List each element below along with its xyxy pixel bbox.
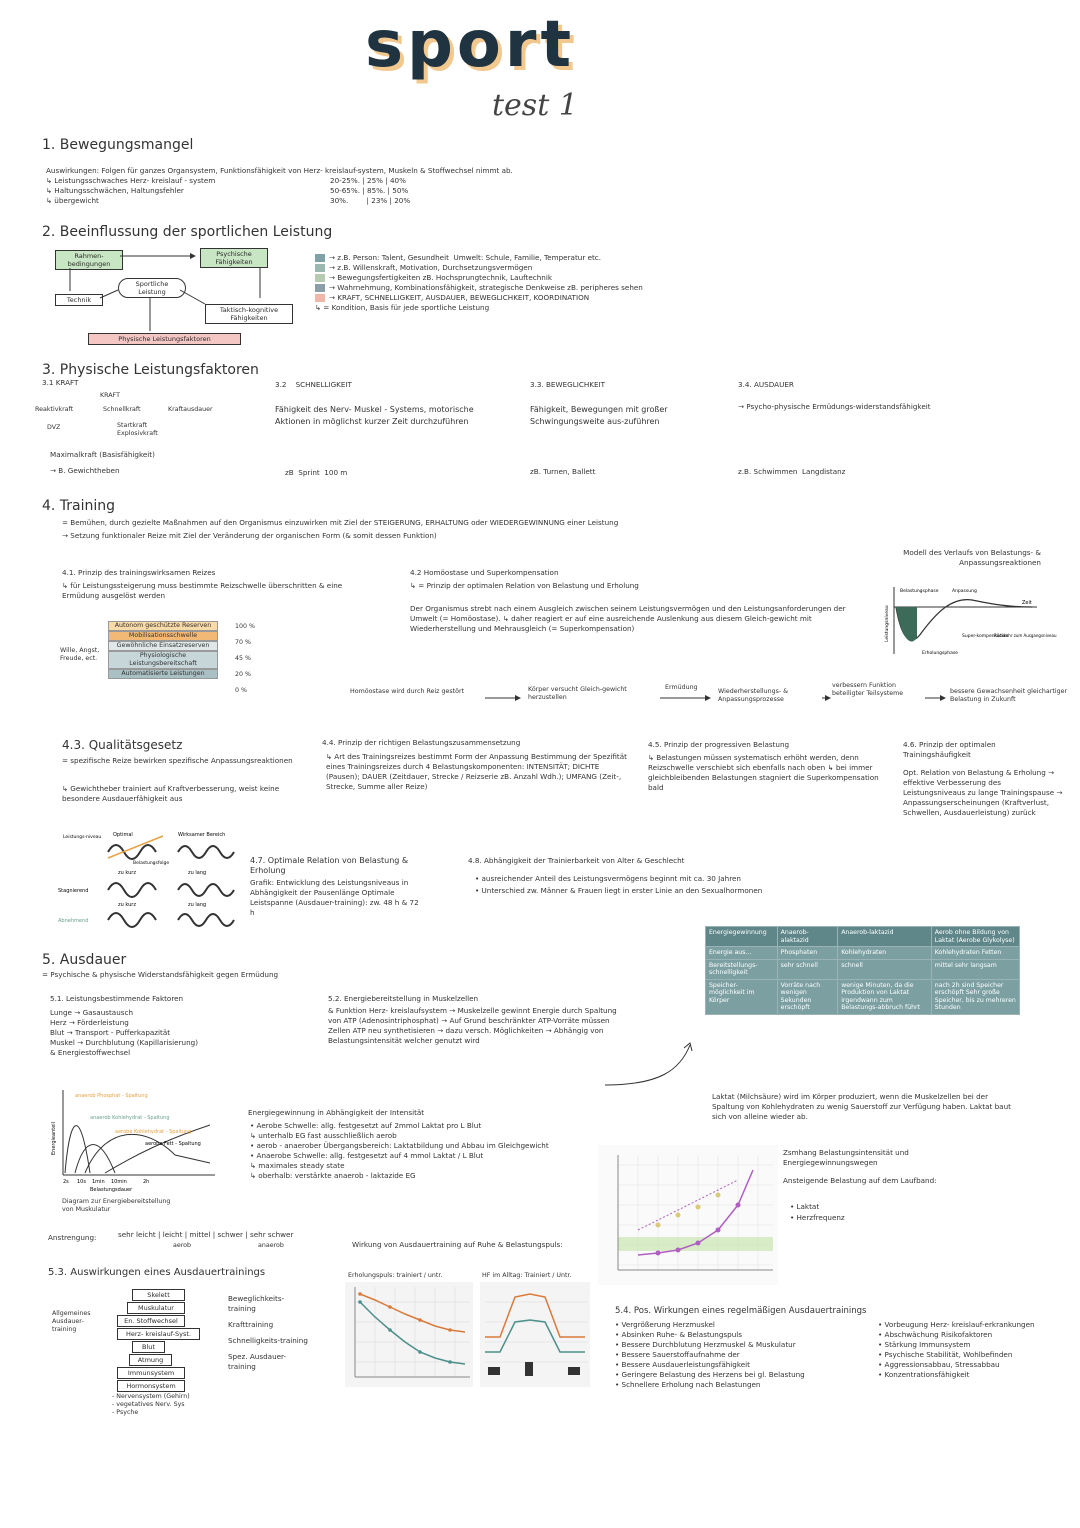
schnell-title: 3.2 SCHNELLIGKEIT [275,380,352,389]
q-label: Leistungs-niveau [63,835,102,840]
p51-item: Blut → Transport - Pufferkapazität [50,1028,171,1037]
p42-title: 4.2 Homöostase und Superkompensation [410,568,559,577]
p53-items [112,1288,200,1417]
s2-note: ↳ = Kondition, Basis für jede sportliche Leistung [315,303,490,312]
s2-legend-item: → Bewegungsfertigkeiten zB. Hochsprungtechnik, Lauftechnik [315,273,643,283]
p51-item: Muskel → Durchblutung (Kapillarisierung) [50,1038,199,1047]
pct: 45 % [235,655,251,662]
bar-layer: Physiologische Leistungsbereitschaft [108,651,218,669]
zsh-item: • Laktat [790,1202,820,1211]
beweg-example: zB. Turnen, Ballett [530,467,596,476]
modell-label: Belastungsphase [900,589,939,594]
p53-right-item: Spez. Ausdauer-training [228,1352,287,1371]
modell-label: Erholungsphase [922,651,958,656]
p53-item: - Psyche [112,1409,139,1416]
page-title: sport [365,8,576,82]
p42-text: Der Organismus strebt nach einem Ausgleich zwischen seinem Leistungsvermögen und den Leistungsanforderungen der Umwelt (= Homöostase). ↳ daher reagiert er auf eine ausreichende Auslenkung aus diesem Gleich-gewicht mit Wiederherstellung und Mehrausgleich (= Superkompensation) [410,604,846,633]
p54-col1 [615,1320,805,1390]
table-cell: Kohlehydraten [838,947,932,960]
modell-axis-label: Leistungsniveau [885,605,890,642]
p54-item: • Vergrößerung Herzmuskel [615,1320,715,1329]
wirkung-sub: Erholungspuls: trainiert / untr. [348,1272,443,1279]
pct: 0 % [235,687,247,694]
hf-alltag-chart [480,1282,590,1387]
energy-tick: 2h [143,1179,150,1185]
bar-layer: Gewöhnliche Einsatzreserven [108,641,218,651]
s2-legend-item: → KRAFT, SCHNELLIGKEIT, AUSDAUER, BEWEGLICHKEIT, KOORDINATION [315,293,643,303]
p54-col2 [878,1320,1073,1380]
energy-tick: 1min [92,1179,105,1185]
eg-line: ↳ maximales steady state [250,1161,345,1170]
q-label: zu kurz [118,902,136,908]
table-header: Anaerob-laktazid [838,927,932,947]
s2-legend-item: → z.B. Willenskraft, Motivation, Durchsetzungsvermögen [315,263,643,273]
anstr-sub: anaerob [258,1242,284,1249]
eg-title: Energiegewinnung in Abhängigkeit der Intensität [248,1108,425,1117]
qualitaet-chart [58,830,258,935]
modell-chart [882,582,1057,662]
p46-text: Opt. Relation von Belastung & Erholung → effektive Verbesserung des Leistungsniveaus zu lange Trainingspause → Anpassungserscheinungen (Kraftverlust, Schwellen, Ausdauerleistung) zurück [903,768,1063,817]
p53-item: Muskulatur [127,1302,185,1314]
legend-swatch [315,264,325,272]
p53-title: 5.3. Auswirkungen eines Ausdauertrainings [48,1267,266,1278]
p51-item: & Energiestoffwechsel [50,1048,131,1057]
flow-step: Ermüdung [665,684,698,691]
box-rahmenbedingungen: Rahmen-bedingungen [55,250,123,270]
box-sportliche-leistung: Sportliche Leistung [118,278,186,298]
section-1-stats [330,176,410,206]
table-cell: wenige Minuten, da die Produktion von Laktat irgendwann zum Belastungs-abbruch führt [838,979,932,1014]
eg-line: • aerob - anaerober Übergangsbereich: Laktatbildung und Abbau im Gleichgewicht [250,1141,549,1150]
zsh-item: • Herzfrequenz [790,1213,845,1222]
energy-series-label: anaerob Phosphat - Spaltung [75,1093,148,1099]
anstr-scale: sehr leicht | leicht | mittel | schwer | sehr schwer [118,1230,294,1239]
bars-percent [235,623,255,703]
beweg-title: 3.3. BEWEGLICHKEIT [530,380,606,389]
p44-title: 4.4. Prinzip der richtigen Belastungszusammensetzung [322,738,521,747]
box-technik: Technik [55,294,103,306]
s1-line: ↳ Leistungsschwaches Herz- kreislauf - system [46,176,216,185]
q-label: zu lang [188,870,207,876]
eg-line: • Anaerobe Schwelle: allg. festgesetzt auf 4 mmol Laktat / L Blut [250,1151,484,1160]
kraft-branch: Kraftausdauer [168,406,213,413]
section-3-heading: 3. Physische Leistungsfaktoren [42,362,259,378]
s5-def: = Psychische & physische Widerstandsfähigkeit gegen Ermüdung [42,970,279,979]
s2-legend-item: → z.B. Person: Talent, Gesundheit Umwelt: Schule, Familie, Temperatur etc. [315,253,643,263]
legend-swatch [315,254,325,262]
p54-item: • Aggressionsabbau, Stressabbau [878,1360,1000,1369]
q-label: Stagnierend [58,888,89,894]
p54-item: • Bessere Durchblutung Herzmuskel & Muskulatur [615,1340,796,1349]
p41-title: 4.1. Prinzip des trainingswirksamen Reizes [62,568,216,577]
p54-item: • Konzentrationsfähigkeit [878,1370,970,1379]
schnell-text: Fähigkeit des Nerv- Muskel - Systems, motorische Aktionen in möglichst kurzer Zeit durchzuführen [275,405,474,426]
energy-caption: Diagram zur Energiebereitstellung von Muskulatur [62,1198,171,1213]
p54-item: • Abschwächung Risikofaktoren [878,1330,993,1339]
wirkung-sub: HF im Alltag: Trainiert / Untr. [482,1272,572,1279]
flow-step: Wiederherstellungs- & Anpassungsprozesse [718,688,789,703]
p54-item: • Geringere Belastung des Herzens bei gl. Belastung [615,1370,805,1379]
p53-right-item: Schnelligkeits-training [228,1336,308,1345]
s2-legend-item: → Wahrnehmung, Kombinationsfähigkeit, strategische Denkweise zB. peripheres sehen [315,283,643,293]
kraft-example: → B. Gewichtheben [50,466,120,475]
energy-ylabel: Energieanteil [51,1121,57,1155]
p53-item: - Nervensystem (Gehirn) [112,1393,190,1400]
p53-item: Skelett [132,1289,185,1301]
s4-def2: → Setzung funktionaler Reize mit Ziel der Veränderung der organischen Form (& somit dessen Funktion) [62,531,437,540]
p45-text: ↳ Belastungen müssen systematisch erhöht werden, denn Reizschwelle verschiebt sich ebenfalls nach oben ↳ bei immer gleichbleibenden Belastungen stagniert die Superkompensation bald [648,753,879,792]
q-label: Optimal [113,832,133,838]
erholungspuls-chart [345,1282,473,1387]
s1-line: ↳ übergewicht [46,196,99,205]
s2-legend [315,253,643,313]
pct: 20 % [235,671,251,678]
table-row [706,959,1020,979]
section-1-heading: 1. Bewegungsmangel [42,137,194,153]
flow-step: Körper versucht Gleich-gewicht herzustellen [528,686,627,701]
kraft-tree-top: KRAFT [100,392,120,399]
energy-series-label: anaerob Kohlehydrat - Spaltung [90,1115,170,1121]
section-4-heading: 4. Training [42,498,116,514]
p54-item: • Bessere Sauerstoffaufnahme der [615,1350,740,1359]
modell-axis-label: Zeit [1022,600,1032,606]
wirkung-title: Wirkung von Ausdauertraining auf Ruhe & Belastungspuls: [352,1240,563,1249]
p53-right [228,1294,308,1372]
s4-def1: = Bemühen, durch gezielte Maßnahmen auf den Organismus einzuwirken mit Ziel der STEIGERUNG, ERHALTUNG oder WIEDERGEWINNUNG einer Leistung [62,518,619,527]
q-label: Belastungsfolge [133,861,170,866]
table-row [706,947,1020,960]
table-row [706,979,1020,1014]
p53-item: Blut [132,1341,165,1353]
energy-series-label: aerobe Kohlehydrat - Spaltung [115,1129,192,1135]
flow-step: bessere Gewachsenheit gleichartiger Belastung in Zukunft [950,688,1068,703]
anstr-sub: aerob [173,1242,192,1249]
kraft-sub: Startkraft [117,422,148,429]
flow-step: verbessern Funktion beteiligter Teilsysteme [832,682,904,697]
zsh-title: Zsmhang Belastungsintensität und Energiegewinnungswegen [783,1148,909,1167]
q-label: Wirksamer Bereich [178,832,226,838]
s2-arrows [50,246,310,346]
p54-title: 5.4. Pos. Wirkungen eines regelmäßigen Ausdauertrainings [615,1306,867,1316]
p53-item: Immunsystem [117,1367,185,1379]
p53-right-item: Krafttraining [228,1320,274,1329]
table-header: Anaerob-alaktazid [777,927,838,947]
p45-title: 4.5. Prinzip der progressiven Belastung [648,740,790,749]
page-subtitle: test 1 [492,88,578,123]
p51-title: 5.1. Leistungsbestimmende Faktoren [50,994,184,1003]
leistung-bars [108,621,218,679]
p54-item: • Stärkung Immunsystem [878,1340,971,1349]
anstr-label: Anstrengung: [48,1233,97,1242]
p51-item: Lunge → Gasaustausch [50,1008,134,1017]
pct: 100 % [235,623,256,630]
energie-table [705,926,1020,1015]
modell-label: Rückkehr zum Ausgangsniveau [994,633,1057,638]
p51-item: Herz → Förderleistung [50,1018,129,1027]
table-cell: Kohlehydraten Fetten [931,947,1019,960]
table-cell: sehr schnell [777,959,838,979]
table-cell: Speicher-möglichkeit im Körper [706,979,778,1014]
table-cell: schnell [838,959,932,979]
p43-text: = spezifische Reize bewirken spezifische Anpassungsreaktionen [62,756,293,765]
table-cell: Bereitstellungs-schnelligkeit [706,959,778,979]
section-1-lines [46,166,513,206]
p48-title: 4.8. Abhängigkeit der Trainierbarkeit von Alter & Geschlecht [468,856,685,865]
p48-item: • ausreichender Anteil des Leistungsvermögens beginnt mit ca. 30 Jahren [475,874,741,883]
flow-arrows [480,690,960,705]
ausd-text: → Psycho-physische Ermüdungs-widerstandsfähigkeit [738,402,931,411]
eg-line: ↳ unterhalb EG fast ausschließlich aerob [250,1131,397,1140]
p51-list [50,1008,198,1058]
pct: 70 % [235,639,251,646]
energy-xlabel: Belastungsdauer [90,1187,133,1193]
kraft-branch: Reaktivkraft [35,406,74,413]
eg-list [250,1121,549,1181]
energy-tick: 10min [111,1179,127,1185]
bar-layer: Automatisierte Leistungen [108,669,218,679]
p42-sub: ↳ = Prinzip der optimalen Relation von Belastung und Erholung [410,581,639,590]
q-label: zu kurz [118,870,136,876]
modell-label: Super-kompensation [962,634,1009,639]
flow-step: Homöostase wird durch Reiz gestört [350,688,465,695]
table-header: Aerob ohne Bildung von Laktat (Aerobe Glykolyse) [931,927,1019,947]
bars-side-label: Wille, Angst, Freude, ect. [60,647,100,662]
energy-series-label: aerobe Fett - Spaltung [145,1141,201,1147]
bar-layer: Autonom geschützte Reserven [108,621,218,631]
p53-item: Hormonsystem [117,1380,185,1392]
s1-line: Auswirkungen: Folgen für ganzes Organsystem, Funktionsfähigkeit von Herz- kreislauf-system, Muskeln & Stoffwechsel nimmt ab. [46,166,513,175]
laktat-chart [598,1145,778,1285]
energy-tick: 2s [63,1179,69,1185]
p53-item: Atmung [129,1354,172,1366]
p53-item: En. Stoffwechsel [117,1315,185,1327]
bar-layer: Mobilisationsschwelle [108,631,218,641]
legend-swatch [315,294,325,302]
zsh-text: Ansteigende Belastung auf dem Laufband: [783,1176,937,1185]
table-cell: Vorräte nach wenigen Sekunden erschöpft [777,979,838,1014]
eg-line: ↳ oberhalb: verstärkte anaerob - laktazide EG [250,1171,416,1180]
p41-text: ↳ für Leistungssteigerung muss bestimmte Reizschwelle überschritten & eine Ermüdung ausgelöst werden [62,581,343,600]
p44-text: ↳ Art des Trainingsreizes bestimmt Form der Anpassung Bestimmung der Spezifität eines Trainingsreizes durch 4 Belastungskomponenten: INTENSITÄT; DICHTE (Pausen); DAUER (Zeitdauer, Strecke / Reizserie zB. Anzahl Wdh.); UMFANG (Zeit-, Strecke, Summe aller Reize) [326,752,627,791]
kraft-branch: Schnellkraft [103,406,141,413]
s1-line: ↳ Haltungsschwächen, Haltungsfehler [46,186,184,195]
table-cell: mittel sehr langsam [931,959,1019,979]
p48-item: • Unterschied zw. Männer & Frauen liegt in erster Linie an den Sexualhormonen [475,886,763,895]
p54-item: • Bessere Ausdauerleistungsfähigkeit [615,1360,750,1369]
p53-item: Herz- kreislauf-Syst. [117,1328,200,1340]
ausd-title: 3.4. AUSDAUER [738,380,794,389]
s1-stat: 50-65%. | 85%. | 50% [330,186,409,195]
p47-title: 4.7. Optimale Relation von Belastung & Erholung [250,856,409,875]
p43-title: 4.3. Qualitätsgesetz [62,738,183,752]
p52-title: 5.2. Energiebereitstellung in Muskelzellen [328,994,479,1003]
s1-stat: 20-25%. | 25% | 40% [330,176,406,185]
p47-text: Grafik: Entwicklung des Leistungsniveaus in Abhängigkeit der Pausenlänge Optimale Leistspanne (Ausdauer-training): zw. 48 h & 72 h [250,878,419,917]
table-cell: nach 2h sind Speicher erschöpft Sehr große Speicher, bis zu mehreren Stunden [931,979,1019,1014]
eg-line: • Aerobe Schwelle: allg. festgesetzt auf 2mmol Laktat pro L Blut [250,1121,482,1130]
box-psychische-faehigkeiten: Psychische Fähigkeiten [200,248,268,268]
p54-item: • Schnellere Erholung nach Belastungen [615,1380,761,1389]
p54-item: • Absinken Ruhe- & Belastungspuls [615,1330,743,1339]
kraft-sub: DVZ [47,424,61,431]
p43-text2: ↳ Gewichtheber trainiert auf Kraftverbesserung, weist keine besondere Ausdauerfähigkeit aus [62,784,280,803]
p53-left: Allgemeines Ausdauer-training [52,1310,91,1333]
legend-swatch [315,284,325,292]
kraft-max: Maximalkraft (Basisfähigkeit) [50,450,155,459]
kraft-title: 3.1 KRAFT [42,378,79,387]
table-cell: Phosphaten [777,947,838,960]
p52-text: & Funktion Herz- kreislaufsystem → Muskelzelle gewinnt Energie durch Spaltung von ATP (Adenosintriphosphat) → Auf Grund beschränkter ATP-Vorräte müssen Zellen ATP neu synthetisieren → dazu versch. Möglichkeiten → Abhängig von Belastungsintensität welcher genutzt wird [328,1006,617,1045]
energy-chart [45,1085,220,1195]
kraft-sub: Explosivkraft [117,430,158,437]
p53-item: - vegetatives Nerv. Sys [112,1401,185,1408]
table-header: Energiegewinnung [706,927,778,947]
q-label: Abnehmend [58,918,89,924]
legend-swatch [315,274,325,282]
table-cell: Energie aus... [706,947,778,960]
p53-right-item: Beweglichkeits-training [228,1294,285,1313]
beweg-text: Fähigkeit, Bewegungen mit großer Schwingungsweite aus-zuführen [530,405,668,426]
p46-title: 4.6. Prinzip der optimalen Trainingshäufigkeit [903,740,996,759]
ausd-example: z.B. Schwimmen Langdistanz [738,467,846,476]
laktat-text: Laktat (Milchsäure) wird im Körper produziert, wenn die Muskelzellen bei der Spaltung von Kohlehydraten zu wenig Sauerstoff zur Verfügung haben. Laktat baut sich von alleine wieder ab. [712,1092,1011,1121]
section-5-heading: 5. Ausdauer [42,952,127,968]
schnell-example: zB Sprint 100 m [285,468,348,477]
q-label: zu lang [188,902,207,908]
energy-tick: 10s [77,1179,86,1185]
modell-title: Modell des Verlaufs von Belastungs- & Anpassungsreaktionen [903,548,1041,567]
p54-item: • Vorbeugung Herz- kreislauf-erkrankungen [878,1320,1035,1329]
box-physische-leistungsfaktoren: Physische Leistungsfaktoren [88,333,241,345]
box-taktisch-kognitive: Taktisch-kognitive Fähigkeiten [205,304,293,324]
modell-label: Anpassung [952,589,977,594]
s1-stat: 30%. | 23% | 20% [330,196,411,205]
section-2-heading: 2. Beeinflussung der sportlichen Leistung [42,224,333,240]
arrow-to-table [600,1040,700,1090]
p54-item: • Psychische Stabilität, Wohlbefinden [878,1350,1013,1359]
